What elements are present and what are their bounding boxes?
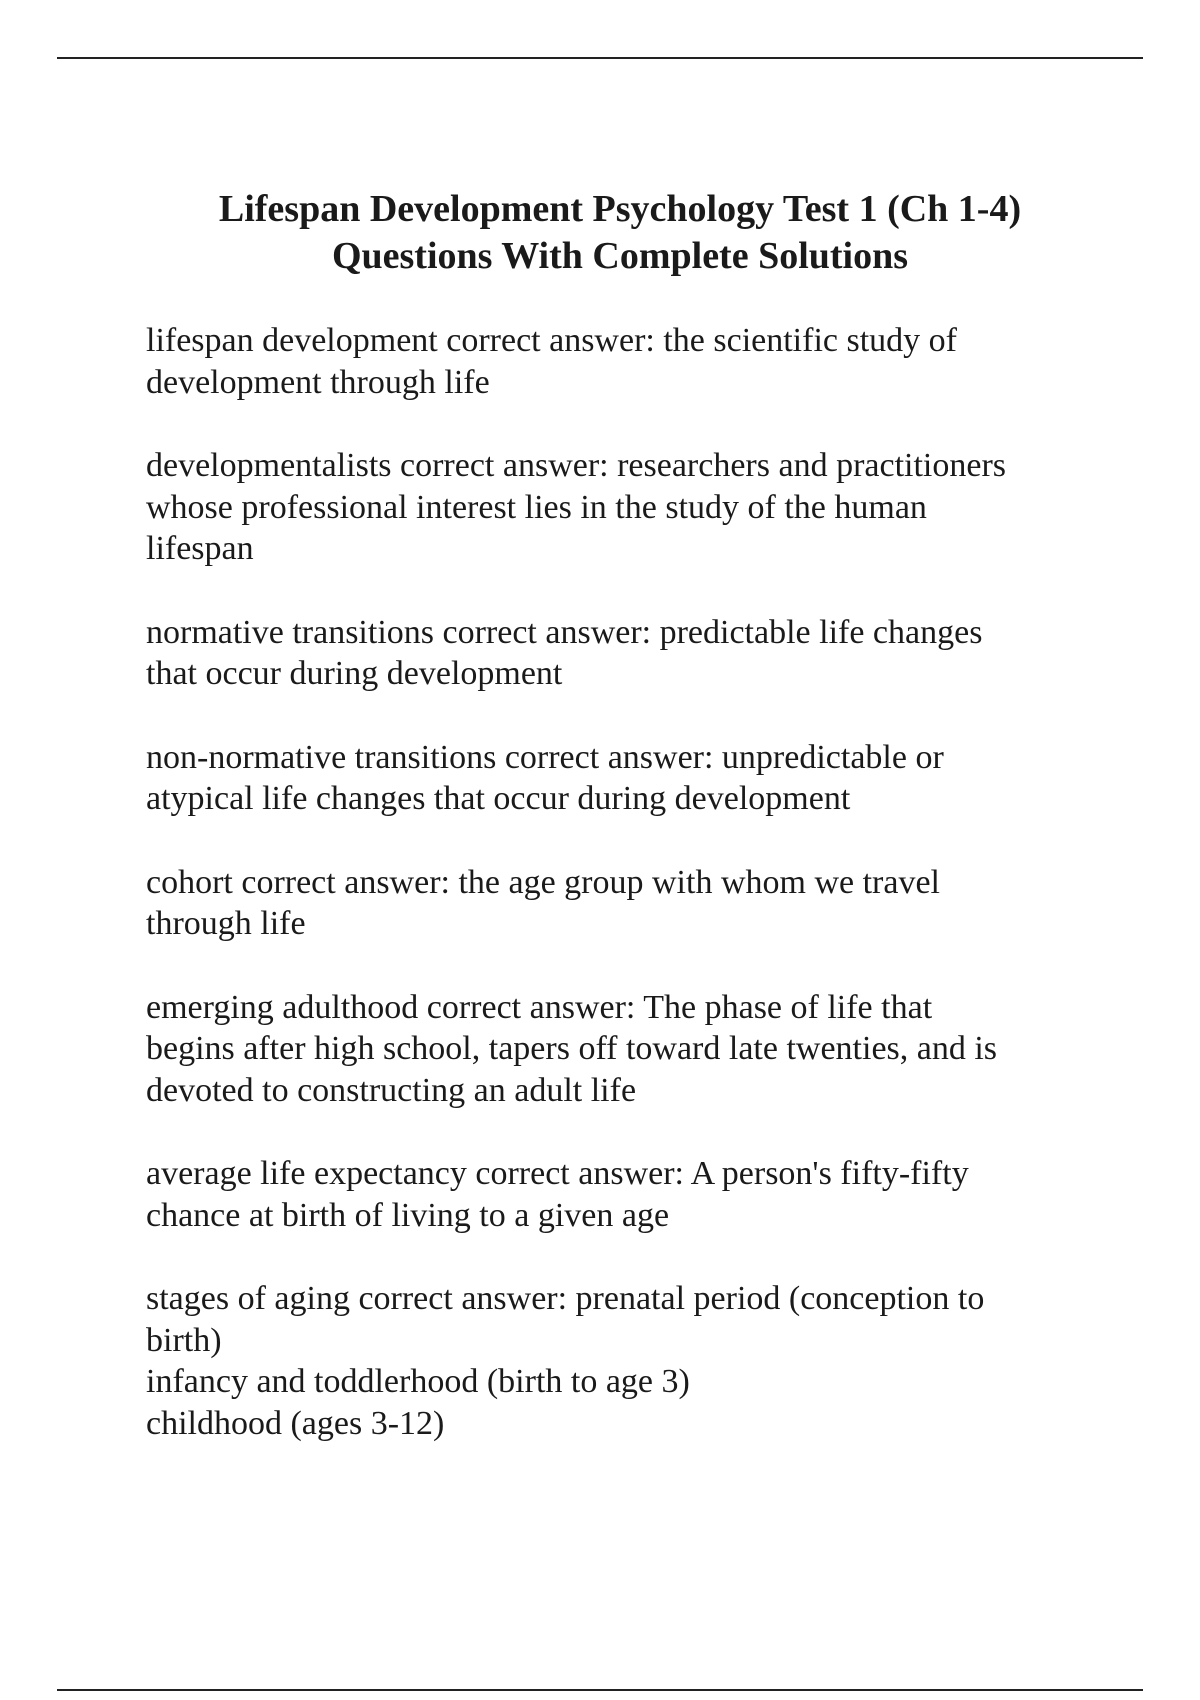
title-line: Lifespan Development Psychology Test 1 (Ch 1-4) — [218, 188, 1022, 230]
qa-entries — [146, 320, 1086, 1486]
qa-entry — [146, 737, 1086, 820]
qa-entry — [146, 1153, 1086, 1236]
bottom-rule — [57, 1689, 1143, 1691]
entry-line: chance at birth of living to a given age — [146, 1196, 670, 1234]
entry-line: emerging adulthood correct answer: The phase of life that — [146, 988, 933, 1026]
entry-line: begins after high school, tapers off toward late twenties, and is — [146, 1030, 998, 1067]
entry-line: stages of aging correct answer: prenatal period (conception to — [146, 1280, 985, 1317]
entry-line: childhood (ages 3-12) — [146, 1404, 445, 1442]
entry-line: whose professional interest lies in the study of the human — [146, 488, 927, 526]
title-line: Questions With Complete Solutions — [331, 235, 909, 277]
qa-entry — [146, 445, 1086, 570]
document-title — [140, 186, 1100, 280]
qa-entry — [146, 320, 1086, 403]
entry-line: that occur during development — [146, 655, 563, 692]
entry-line: average life expectancy correct answer: A person's fifty-fifty — [146, 1155, 969, 1192]
entry-line: cohort correct answer: the age group with whom we travel — [146, 863, 940, 901]
top-rule — [57, 57, 1143, 59]
entry-line: normative transitions correct answer: predictable life changes — [146, 613, 983, 651]
entry-line: developmentalists correct answer: researchers and practitioners — [146, 447, 1007, 484]
qa-entry — [146, 612, 1086, 695]
entry-line: through life — [146, 905, 306, 942]
entry-line: birth) — [146, 1321, 222, 1359]
entry-line: development through life — [146, 363, 490, 401]
entry-line: atypical life changes that occur during development — [146, 780, 851, 817]
entry-line: devoted to constructing an adult life — [146, 1071, 637, 1109]
qa-entry — [146, 987, 1086, 1112]
entry-line: non-normative transitions correct answer: unpredictable or — [146, 738, 944, 776]
qa-entry — [146, 1278, 1086, 1444]
qa-entry — [146, 862, 1086, 945]
entry-line: infancy and toddlerhood (birth to age 3) — [146, 1363, 690, 1400]
entry-line: lifespan development correct answer: the scientific study of — [146, 322, 957, 359]
entry-line: lifespan — [146, 530, 254, 567]
